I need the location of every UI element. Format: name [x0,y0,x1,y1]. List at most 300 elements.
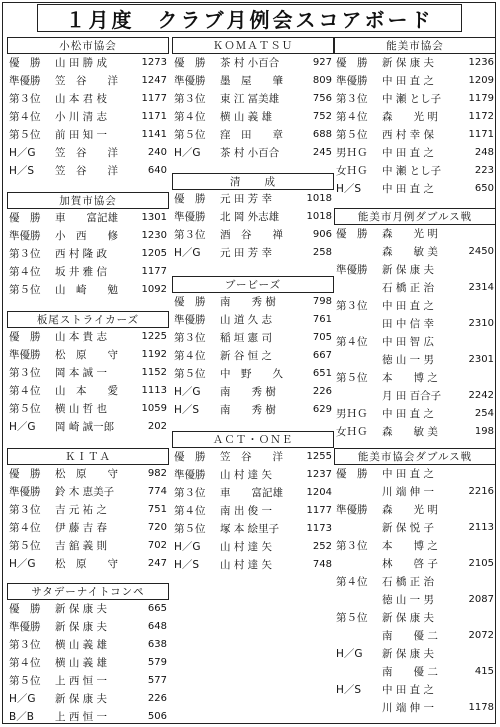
player-name: 中 田 直 之 [382,183,435,195]
score-value: 258 [312,247,332,258]
score-value: 1273 [141,57,167,68]
score-row [334,243,496,261]
score-row [334,333,496,351]
score-value: 2301 [468,354,494,365]
rank-label: 優 勝 [9,331,41,343]
score-row [334,519,496,537]
score-value: 252 [312,541,332,552]
rank-label: 優 勝 [9,57,41,69]
player-name: 月 田 百合子 [382,390,442,402]
rank-label: 優 勝 [336,228,368,240]
rank-label: 第５位 [9,540,41,552]
score-row [334,573,496,591]
rank-label: 男ＨＧ [336,147,368,159]
player-name: 徳 山 一 男 [382,354,435,366]
player-name: 上 西 恒 一 [55,675,108,687]
rank-label: 優 勝 [9,603,41,615]
section-rows [334,225,496,441]
rank-label: 第４位 [174,350,206,362]
score-row [7,418,169,436]
rank-label: 第４位 [336,576,368,588]
section-act-one [172,431,334,574]
score-value: 1171 [141,111,167,122]
score-row [7,519,169,537]
section-rows [172,448,334,574]
score-row [334,108,496,126]
score-value: 752 [312,111,332,122]
score-value: 1204 [306,487,332,498]
rank-label: 第４位 [9,657,41,669]
player-name: 新 保 悦 子 [382,522,435,534]
rank-label: 準優勝 [9,349,41,361]
score-row [7,537,169,555]
score-row [172,190,334,208]
section-rows [172,293,334,419]
player-name: 車 富記雄 [220,487,283,499]
score-row [172,311,334,329]
rank-label: 第３位 [9,504,41,516]
rank-label: 第５位 [174,368,206,380]
rank-label: 第３位 [9,367,41,379]
score-row [334,351,496,369]
rank-label: 準優勝 [336,264,368,276]
player-name: 酒 谷 禅 [220,229,283,241]
rank-label: 第４位 [336,111,368,123]
score-row [334,90,496,108]
section-saturday-night [7,583,169,726]
rank-label: H／S [174,404,200,416]
score-row [7,227,169,245]
score-row [334,315,496,333]
rank-label: 第４位 [336,336,368,348]
score-row [7,483,169,501]
score-value: 1018 [306,211,332,222]
score-value: 1205 [141,248,167,259]
rank-label: 第３位 [174,332,206,344]
player-name: 元 田 芳 幸 [220,193,273,205]
score-value: 506 [147,711,167,722]
player-name: 墨 屋 肇 [220,75,283,87]
score-value: 751 [147,504,167,515]
score-value: 226 [312,386,332,397]
player-name: 上 西 恒 一 [55,711,108,723]
score-row [7,400,169,418]
score-row [172,226,334,244]
score-value: 648 [147,621,167,632]
player-name: 元 田 芳 幸 [220,247,273,259]
score-row [7,245,169,263]
score-value: 579 [147,657,167,668]
player-name: 鈴 木 恵美子 [55,486,115,498]
score-row [7,281,169,299]
section-header: ＡＣＴ・ＯＮＥ [172,431,334,448]
page-title: １月度 クラブ月例会スコアボード [37,4,462,32]
rank-label: 第３位 [336,540,368,552]
score-value: 1172 [468,111,494,122]
player-name: 笠 谷 洋 [220,451,283,463]
score-row [172,466,334,484]
player-name: 本 博 之 [382,372,438,384]
section-komatsu-city [7,37,169,180]
rank-label: 準優勝 [9,75,41,87]
score-row [334,369,496,387]
score-row [334,162,496,180]
section-rows [7,54,169,180]
score-row [7,346,169,364]
rank-label: 第５位 [9,284,41,296]
section-komatsu [172,37,334,162]
player-name: 山 田 勝 成 [55,57,108,69]
score-value: 1179 [468,93,494,104]
player-name: 森 光 明 [382,504,438,516]
score-row [334,591,496,609]
player-name: 中 田 直 之 [382,147,435,159]
rank-label: 第３位 [336,300,368,312]
rank-label: H／S [336,684,362,696]
player-name: 小 西 修 [55,230,118,242]
player-name: 西 村 幸 保 [382,129,435,141]
score-row [334,465,496,483]
score-row [7,708,169,726]
score-row [334,663,496,681]
player-name: 南 秀 樹 [220,386,276,398]
rank-label: 第４位 [174,505,206,517]
rank-label: 第３位 [174,93,206,105]
score-value: 1173 [306,523,332,534]
player-name: 南 秀 樹 [220,296,276,308]
score-value: 638 [147,639,167,650]
score-value: 2113 [468,522,494,533]
player-name: 前 田 知 一 [55,129,108,141]
score-row [334,72,496,90]
player-name: 森 敏 美 [382,246,438,258]
player-name: 山 村 達 矢 [220,541,273,553]
score-value: 1225 [141,331,167,342]
rank-label: 優 勝 [174,57,206,69]
player-name: 石 橋 正 治 [382,282,435,294]
score-value: 748 [312,559,332,570]
rank-label: 第３位 [9,93,41,105]
section-header: ブービーズ [172,276,334,293]
rank-label: 第３位 [9,639,41,651]
player-name: 新 保 康 夫 [382,264,435,276]
player-name: 山 崎 勉 [55,284,118,296]
player-name: 新 保 康 夫 [55,693,108,705]
player-name: 中 田 直 之 [382,300,435,312]
score-row [334,225,496,243]
score-row [7,654,169,672]
score-value: 1171 [468,129,494,140]
player-name: 東 江 冨美雄 [220,93,280,105]
player-name: 中 田 直 之 [382,75,435,87]
player-name: 川 端 伸 一 [382,486,435,498]
rank-label: 第４位 [9,266,41,278]
player-name: 中 野 久 [220,368,283,380]
player-name: 松 原 守 [55,558,118,570]
player-name: 本 博 之 [382,540,438,552]
score-row [7,54,169,72]
score-value: 1209 [468,75,494,86]
player-name: 吉 舘 義 則 [55,540,108,552]
rank-label: H／G [174,541,201,553]
section-header: 加賀市協会 [7,192,169,209]
player-name: 川 端 伸 一 [382,702,435,714]
score-row [172,448,334,466]
player-name: 茶 村 小百合 [220,147,280,159]
player-name: 南 優 二 [382,630,438,642]
player-name: 山 本 貴 志 [55,331,108,343]
rank-label: 準優勝 [336,504,368,516]
player-name: 中 田 直 之 [382,408,435,420]
score-value: 1247 [141,75,167,86]
score-value: 1141 [141,129,167,140]
score-value: 809 [312,75,332,86]
score-value: 906 [312,229,332,240]
player-name: 新 保 康 夫 [55,621,108,633]
score-value: 1177 [141,93,167,104]
rank-label: 優 勝 [336,57,368,69]
rank-label: 男ＨＧ [336,408,368,420]
player-name: 新 谷 恒 之 [220,350,273,362]
player-name: 新 保 康 夫 [382,648,435,660]
section-nomi-doubles [334,448,496,717]
player-name: 中 田 直 之 [382,684,435,696]
score-value: 240 [147,147,167,158]
score-row [334,387,496,405]
score-row [334,681,496,699]
rank-label: 女ＨＧ [336,165,368,177]
score-value: 798 [312,296,332,307]
rank-label: 優 勝 [174,451,206,463]
rank-label: 第４位 [174,111,206,123]
rank-label: H／G [174,147,201,159]
player-name: 西 村 隆 政 [55,248,108,260]
player-name: 石 橋 正 治 [382,576,435,588]
score-value: 629 [312,404,332,415]
player-name: 南 出 俊 一 [220,505,273,517]
score-row [172,244,334,262]
section-header: 能美市協会 [334,37,496,54]
score-row [334,501,496,519]
score-value: 247 [147,558,167,569]
score-row [172,108,334,126]
score-value: 1177 [141,266,167,277]
rank-label: 準優勝 [174,75,206,87]
score-value: 202 [147,421,167,432]
player-name: 森 敏 美 [382,426,438,438]
player-name: 森 光 明 [382,111,438,123]
section-kita [7,448,169,573]
rank-label: H／G [336,648,363,660]
score-row [172,520,334,538]
section-rows [7,209,169,299]
section-header: 能美市協会ダブルス戦 [334,448,496,465]
rank-label: 準優勝 [174,469,206,481]
player-name: 坂 井 雅 信 [55,266,108,278]
score-row [7,144,169,162]
score-value: 774 [147,486,167,497]
score-row [172,538,334,556]
player-name: 横 山 義 雄 [55,639,108,651]
score-row [7,672,169,690]
score-value: 577 [147,675,167,686]
score-row [172,365,334,383]
section-rows [7,600,169,726]
player-name: 山 道 久 志 [220,314,273,326]
player-name: 岡 崎 誠一郎 [55,421,115,433]
score-value: 1177 [306,505,332,516]
section-boobies [172,276,334,419]
score-row [334,423,496,441]
score-row [7,465,169,483]
score-value: 254 [474,408,494,419]
rank-label: 第５位 [174,523,206,535]
score-row [172,126,334,144]
rank-label: 第５位 [336,372,368,384]
rank-label: H／G [174,247,201,259]
section-itao-strikers [7,311,169,436]
score-row [334,555,496,573]
score-value: 761 [312,314,332,325]
rank-label: 準優勝 [174,314,206,326]
score-value: 1092 [141,284,167,295]
score-row [7,382,169,400]
score-row [7,108,169,126]
score-row [172,383,334,401]
player-name: 車 富記雄 [55,212,118,224]
player-name: 中 田 智 広 [382,336,435,348]
score-row [334,609,496,627]
score-value: 1018 [306,193,332,204]
score-row [7,690,169,708]
score-row [172,401,334,419]
player-name: 茶 村 小百合 [220,57,280,69]
rank-label: 第３位 [336,93,368,105]
score-value: 1301 [141,212,167,223]
score-row [7,126,169,144]
section-header: 能美市月例ダブルス戦 [334,208,496,225]
score-row [334,537,496,555]
score-value: 688 [312,129,332,140]
score-row [172,208,334,226]
score-row [334,627,496,645]
score-value: 1059 [141,403,167,414]
player-name: 小 川 清 志 [55,111,108,123]
section-header: サタデーナイトコンペ [7,583,169,600]
score-value: 2087 [468,594,494,605]
score-row [172,329,334,347]
player-name: 山 本 君 枝 [55,93,108,105]
score-value: 2105 [468,558,494,569]
score-value: 248 [474,147,494,158]
player-name: 中 瀬 とし子 [382,93,442,105]
score-row [7,600,169,618]
score-value: 667 [312,350,332,361]
rank-label: 女ＨＧ [336,426,368,438]
section-rows [7,328,169,436]
rank-label: 第５位 [336,129,368,141]
player-name: 田 中 信 幸 [382,318,435,330]
section-header: ＫＯＭＡＴＳＵ [172,37,334,54]
score-value: 2314 [468,282,494,293]
rank-label: 準優勝 [9,621,41,633]
score-value: 1237 [306,469,332,480]
player-name: 伊 藤 吉 春 [55,522,108,534]
score-value: 650 [474,183,494,194]
score-row [334,699,496,717]
score-value: 2072 [468,630,494,641]
score-value: 1113 [141,385,167,396]
player-name: 山 本 愛 [55,385,118,397]
rank-label: 第５位 [174,129,206,141]
score-row [172,54,334,72]
score-row [334,645,496,663]
score-value: 245 [312,147,332,158]
player-name: 笠 谷 洋 [55,165,118,177]
player-name: 塚 本 絵里子 [220,523,280,535]
rank-label: 優 勝 [174,296,206,308]
score-value: 640 [147,165,167,176]
rank-label: 優 勝 [174,193,206,205]
section-rows [334,54,496,198]
score-value: 2450 [468,246,494,257]
score-row [7,364,169,382]
rank-label: 第４位 [9,385,41,397]
rank-label: H／G [9,147,36,159]
score-row [334,126,496,144]
section-header: ＫＩＴＡ [7,448,169,465]
rank-label: 準優勝 [336,75,368,87]
player-name: 横 山 義 雄 [55,657,108,669]
score-row [334,54,496,72]
score-row [7,263,169,281]
score-row [7,72,169,90]
score-value: 756 [312,93,332,104]
rank-label: 優 勝 [9,468,41,480]
player-name: 新 保 康 夫 [382,57,435,69]
rank-label: 優 勝 [336,468,368,480]
score-row [172,144,334,162]
rank-label: H／G [9,693,36,705]
score-row [7,618,169,636]
score-row [334,180,496,198]
player-name: 横 山 哲 也 [55,403,108,415]
score-row [172,293,334,311]
score-value: 1236 [468,57,494,68]
player-name: 横 山 義 雄 [220,111,273,123]
score-row [7,162,169,180]
section-rows [172,190,334,262]
score-row [172,90,334,108]
rank-label: H／S [9,165,35,177]
score-value: 1255 [306,451,332,462]
player-name: 松 原 守 [55,349,118,361]
rank-label: 第３位 [174,487,206,499]
score-value: 2216 [468,486,494,497]
player-name: 岡 本 誠 一 [55,367,108,379]
score-row [7,501,169,519]
player-name: 笠 谷 洋 [55,75,118,87]
rank-label: 準優勝 [174,211,206,223]
player-name: 林 啓 子 [382,558,438,570]
score-value: 651 [312,368,332,379]
player-name: 吉 元 祐 之 [55,504,108,516]
player-name: 新 保 康 夫 [382,612,435,624]
player-name: 稲 垣 憲 司 [220,332,273,344]
score-value: 223 [474,165,494,176]
score-row [7,209,169,227]
score-value: 927 [312,57,332,68]
